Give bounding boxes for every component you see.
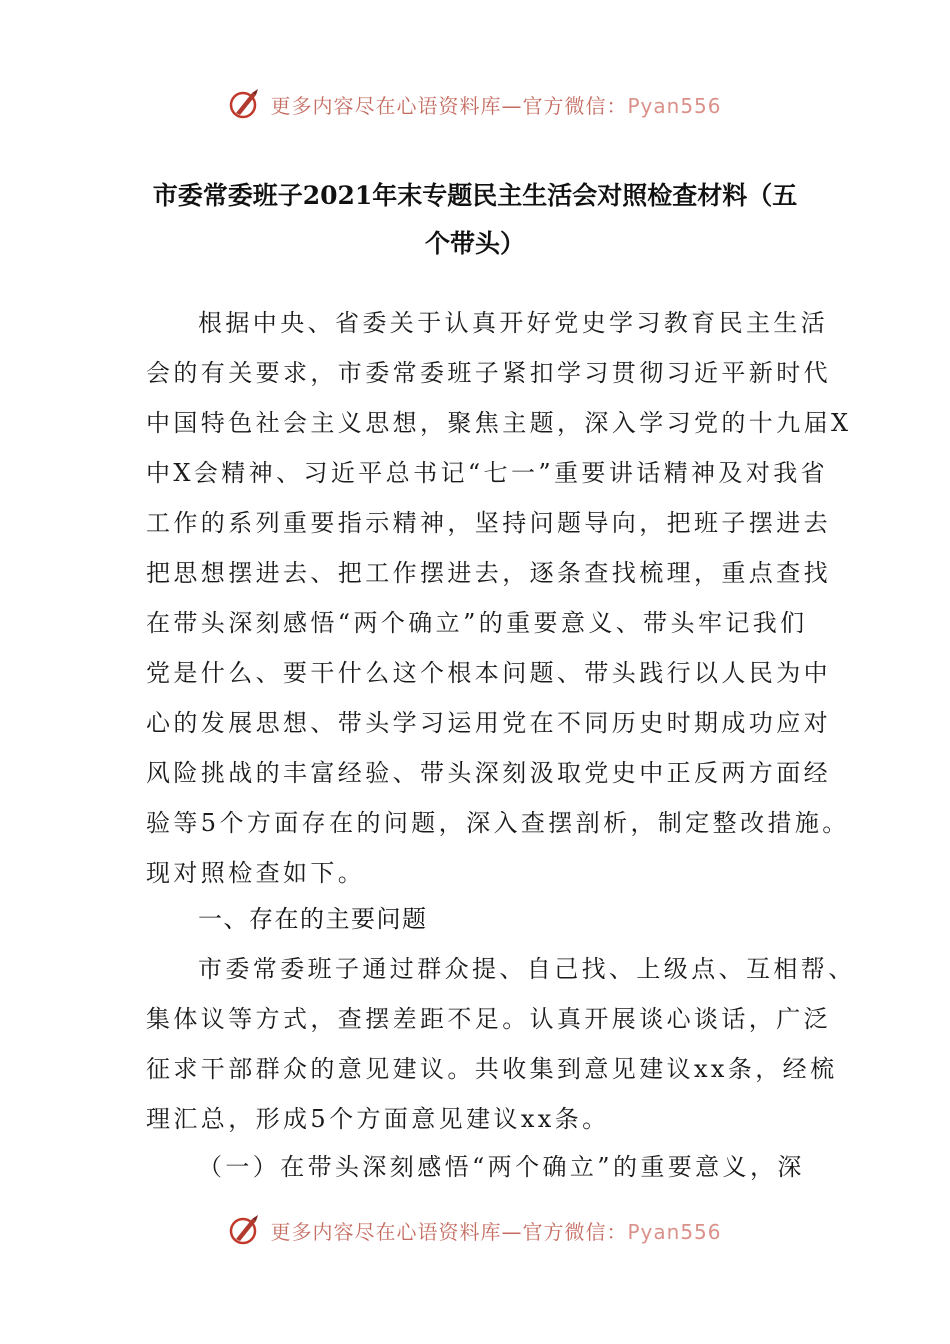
watermark-label: 更多内容尽在心语资料库—官方微信：: [270, 93, 628, 118]
paragraph-line: 把思想摆进去、把工作摆进去，逐条查找梳理，重点查找: [146, 559, 831, 587]
quill-logo-icon: [228, 1213, 262, 1247]
document-title: [130, 172, 820, 268]
footer-watermark: [0, 1210, 950, 1250]
paragraph-line: 集体议等方式，查摆差距不足。认真开展谈心谈话，广泛: [146, 1005, 831, 1033]
paragraph-line: （一）在带头深刻感悟“两个确立”的重要意义，深: [198, 1153, 805, 1181]
problems-paragraph: [146, 944, 856, 1144]
paragraph-line: 在带头深刻感悟“两个确立”的重要意义、带头牢记我们: [146, 609, 808, 637]
paragraph-line: 党是什么、要干什么这个根本问题、带头践行以人民为中: [146, 659, 831, 687]
section-heading: 一、存在的主要问题: [198, 905, 428, 933]
subsection-paragraph: [146, 1142, 810, 1192]
watermark-label: 更多内容尽在心语资料库—官方微信：: [270, 1219, 628, 1244]
title-line-1: 市委常委班子2021年末专题民主生活会对照检查材料（五: [152, 181, 798, 210]
paragraph-line: 市委常委班子通过群众提、自己找、上级点、互相帮、: [198, 955, 856, 983]
header-watermark: [0, 84, 950, 124]
paragraph-line: 中国特色社会主义思想，聚焦主题，深入学习党的十九届X: [146, 409, 852, 437]
title-line-2: 个带头）: [424, 229, 525, 258]
paragraph-line: 验等5个方面存在的问题，深入查摆剖析，制定整改措施。: [146, 809, 850, 837]
paragraph-line: 征求干部群众的意见建议。共收集到意见建议xx条，经梳: [146, 1055, 838, 1083]
watermark-wechat-id: Pyan556: [627, 1219, 722, 1244]
paragraph-line: 工作的系列重要指示精神，坚持问题导向，把班子摆进去: [146, 509, 831, 537]
paragraph-line: 根据中央、省委关于认真开好党史学习教育民主生活: [198, 309, 829, 337]
paragraph-line: 理汇总，形成5个方面意见建议xx条。: [146, 1105, 610, 1133]
quill-logo-icon: [228, 87, 262, 121]
watermark-wechat-id: Pyan556: [627, 93, 722, 118]
paragraph-line: 心的发展思想、带头学习运用党在不同历史时期成功应对: [146, 709, 831, 737]
watermark-text: [270, 1216, 721, 1245]
intro-paragraph: [146, 298, 852, 898]
watermark-text: [270, 90, 721, 119]
paragraph-line: 现对照检查如下。: [146, 859, 366, 887]
paragraph-line: 风险挑战的丰富经验、带头深刻汲取党史中正反两方面经: [146, 759, 831, 787]
paragraph-line: 会的有关要求，市委常委班子紧扣学习贯彻习近平新时代: [146, 359, 831, 387]
paragraph-line: 中X会精神、习近平总书记“七一”重要讲话精神及对我省: [146, 459, 829, 487]
